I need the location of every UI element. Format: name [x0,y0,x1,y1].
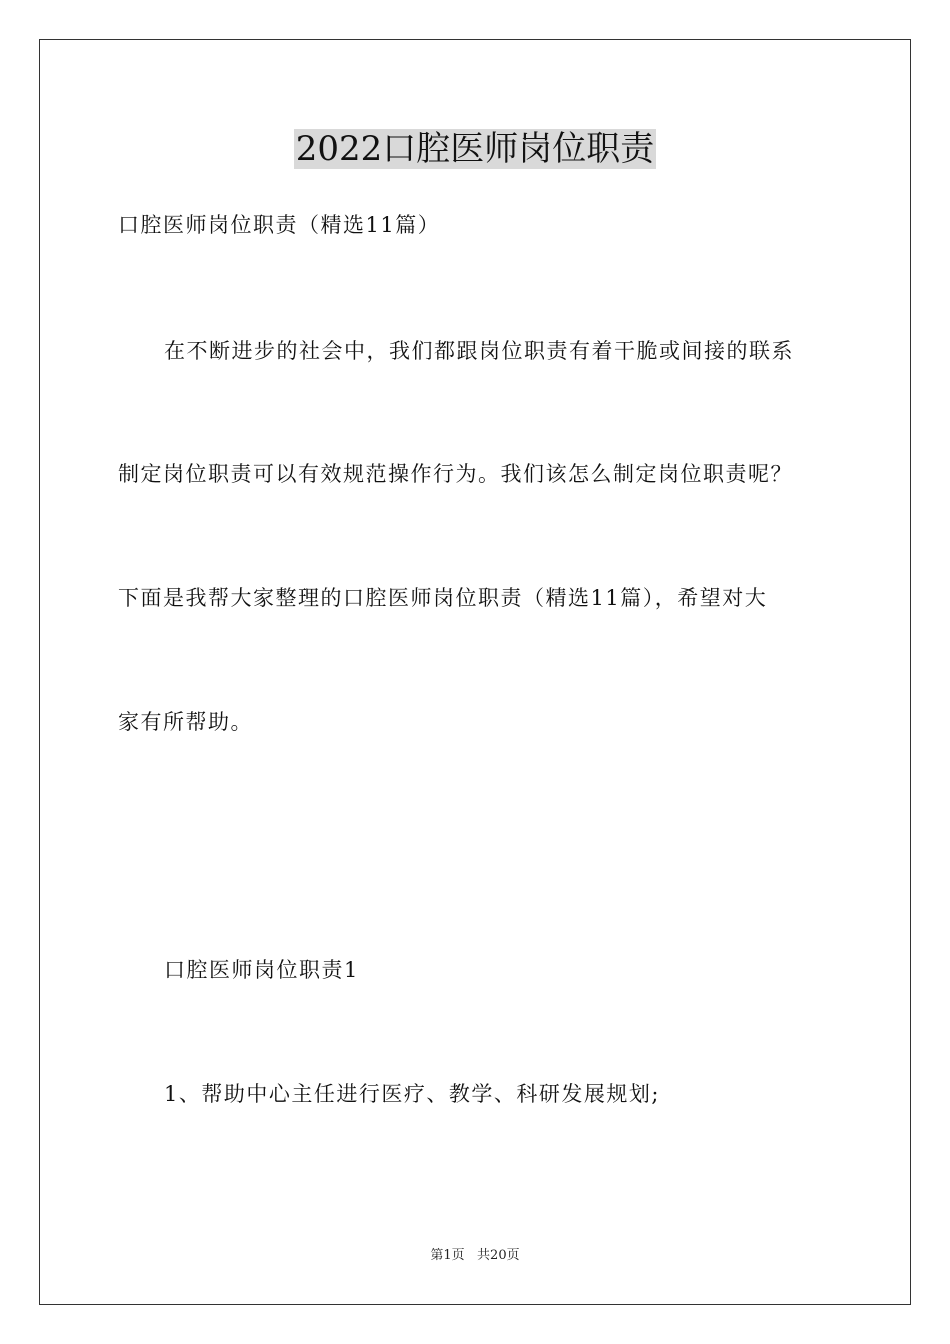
intro-line-3: 下面是我帮大家整理的口腔医师岗位职责（精选11篇），希望对大 [118,586,768,610]
document-subtitle: 口腔医师岗位职责（精选11篇） [118,213,441,237]
document-title [0,128,950,170]
intro-line-4: 家有所帮助。 [118,710,253,734]
intro-line-2: 制定岗位职责可以有效规范操作行为。我们该怎么制定岗位职责呢？ [118,462,793,486]
list-item-1: 1、帮助中心主任进行医疗、教学、科研发展规划; [164,1082,660,1106]
page-footer: 第1页 共20页 [430,1248,520,1263]
section-heading: 口腔医师岗位职责1 [164,958,359,982]
intro-line-1: 在不断进步的社会中，我们都跟岗位职责有着干脆或间接的联系 [164,339,794,363]
document-title-text: 2022口腔医师岗位职责 [295,129,655,169]
